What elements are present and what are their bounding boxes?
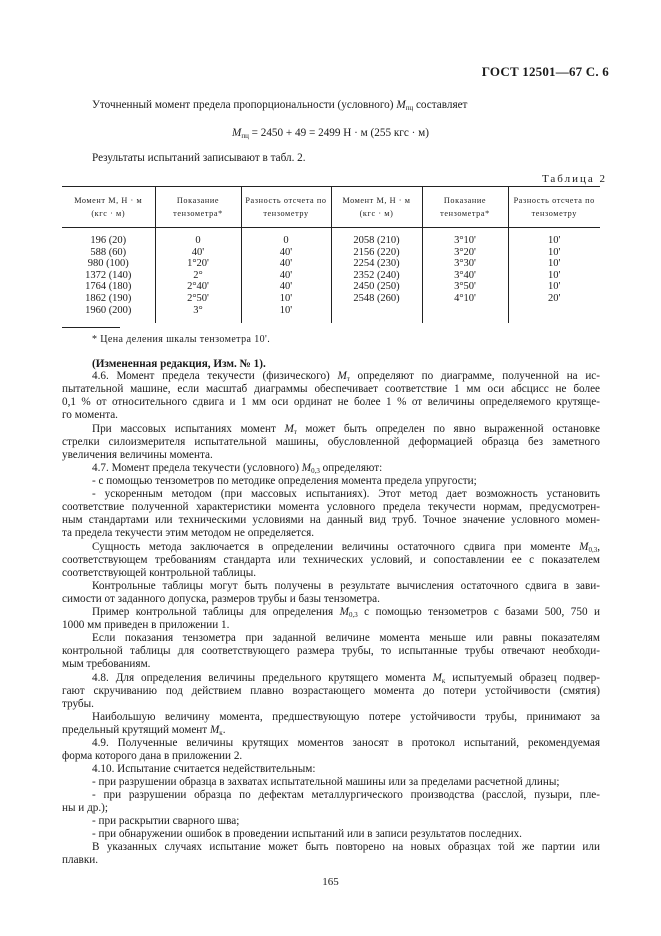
moment-symbol: M [396, 99, 406, 111]
paragraph-line: соответствующем требованиям стандарта или технических условий, и сопоставлении ее с показателем [62, 554, 600, 566]
table-cell [422, 305, 508, 324]
table-caption: Таблица 2 [541, 173, 607, 185]
symbol-letter: M [284, 423, 294, 435]
table-cell: 2058 (210) [331, 228, 422, 247]
symbol-subscript: т [293, 428, 297, 436]
table-cell: 0 [155, 228, 241, 247]
intro-text: Уточненный момент предела пропорциональности (условного) [92, 99, 394, 111]
text-run: определяют: [322, 462, 383, 474]
formula [0, 127, 661, 140]
table-cell: 3°50' [422, 281, 508, 293]
symbol-subscript: к [219, 729, 223, 737]
table-cell: 2352 (240) [331, 270, 422, 282]
table-cell: 3°30' [422, 258, 508, 270]
table-cell: 2254 (230) [331, 258, 422, 270]
table-cell: 40' [241, 281, 331, 293]
moment-symbol [340, 606, 358, 618]
table-cell: 10' [508, 258, 600, 270]
symbol-letter: M [432, 672, 442, 684]
paragraph-line: Наибольшую величину момента, предшествующую потере устойчивости трубы, принимают за [92, 711, 600, 723]
table-cell: 1°20' [155, 258, 241, 270]
formula-symbol: M [232, 127, 242, 139]
moment-subscript: пц [405, 104, 414, 112]
intro-line [92, 99, 600, 112]
paragraph-line: 4.9. Полученные величины крутящих моментов заносят в протокол испытаний, рекомендуемая [92, 737, 600, 749]
table-cell: 2450 (250) [331, 281, 422, 293]
paragraph-line [92, 423, 600, 436]
text-run: . [222, 724, 226, 736]
table-cell: 3° [155, 305, 241, 324]
paragraph-line: Если показания тензометра при заданной величине момента меньше или равны показателям [92, 632, 600, 644]
col-header-moment: Момент M, Н · м (кгс · м) [62, 187, 155, 228]
text-run: определяют по диаграмме, полученной на ис- [357, 370, 600, 382]
table-cell: 1764 (180) [85, 281, 132, 293]
results-table [62, 186, 600, 323]
table-cell: 2548 (260) [331, 293, 422, 305]
paragraph-line: симости от заданного допуска, размеров трубы и базы тензометра. [62, 593, 380, 605]
table-cell: 1862 (190) [85, 292, 132, 304]
symbol-letter: M [337, 370, 347, 382]
paragraph-line [92, 462, 600, 475]
text-run: , [597, 541, 600, 553]
table-cell: 2156 (220) [331, 247, 422, 259]
table-row [62, 293, 600, 305]
paragraph-line [62, 724, 600, 737]
paragraph-line [92, 672, 600, 685]
table-row [62, 281, 600, 293]
paragraph-line: контрольной таблицы для соответствующего размера трубы, то испытанные трубы отвечают необходи- [62, 645, 600, 657]
text-run: При массовых испытаниях момент [92, 423, 276, 435]
table-cell: 588 (60) [90, 246, 127, 258]
paragraph-line: гают скручиванию под действием плавно возрастающего момента до потери устойчивости (смятия) [62, 685, 600, 697]
list-item: - с помощью тензометров по методике определения момента предела упругости; [92, 475, 477, 487]
document-header: ГОСТ 12501—67 С. 6 [481, 64, 609, 79]
table-row [62, 270, 600, 282]
paragraph-line: та предела текучести этим методом не определяется. [62, 527, 315, 539]
symbol-subscript: 0,3 [311, 467, 320, 475]
formula-subscript: пц [241, 132, 249, 140]
amendment-note: (Измененная редакция, Изм. № 1). [92, 358, 266, 370]
paragraph-line [92, 370, 600, 383]
paragraph-line: соответствующей контрольной таблицы. [62, 567, 257, 579]
paragraph-line: форма которого дана в приложении 2. [62, 750, 243, 762]
table-cell: 10' [508, 247, 600, 259]
text-run: испытуемый образец подвер- [452, 672, 600, 684]
text-run: 4.8. Для определения величины предельного крутящего момента [92, 672, 426, 684]
table-cell: 2°40' [155, 281, 241, 293]
paragraph-line: 0,1 % от относительного сдвига и 1 мм оси ординат не более 1 % от величины определяемого крутяще- [62, 396, 600, 408]
moment-symbol [337, 370, 349, 382]
table-cell: 10' [241, 293, 331, 305]
text-run: может быть определен по явно выраженной остановке [305, 423, 600, 435]
table-cell: 40' [241, 270, 331, 282]
table-cell: 20' [508, 293, 600, 305]
symbol-letter: M [301, 462, 312, 474]
paragraph-line: ны и др.); [62, 802, 109, 814]
list-item: - ускоренным методом (при массовых испытаниях). Этот метод дает возможность установить [92, 488, 600, 500]
text-run: предельный крутящий момент [62, 724, 208, 736]
paragraph-line: Контрольные таблицы могут быть получены в результате вычисления остаточного сдвига в зави- [92, 580, 600, 592]
col-header-reading-2: Показание тензометра* [422, 187, 508, 228]
moment-symbol [284, 423, 296, 435]
table-header-row [62, 187, 600, 228]
table-cell: 980 (100) [87, 258, 129, 270]
table-cell: 3°20' [422, 247, 508, 259]
table-cell: 10' [508, 281, 600, 293]
table-cell: 40' [241, 258, 331, 270]
symbol-letter: M [209, 724, 220, 736]
paragraph-line: увеличения величины момента. [62, 449, 213, 461]
table-row [62, 305, 600, 324]
text-run: 4.6. Момент предела текучести (физического) [92, 370, 330, 382]
table-row [62, 258, 600, 270]
moment-symbol [433, 672, 446, 684]
table-cell [508, 305, 600, 324]
table-cell: 1372 (140) [85, 269, 132, 281]
paragraph-line: го момента. [62, 409, 118, 421]
list-item: - при обнаружении ошибок в проведении испытаний или в записи результатов последних. [92, 828, 522, 840]
symbol-subscript: к [441, 677, 446, 685]
paragraph-line: плавки. [62, 854, 99, 866]
table-cell: 10' [241, 305, 331, 324]
table-footnote: * Цена деления шкалы тензометра 10'. [92, 334, 271, 345]
table-cell: 10' [508, 228, 600, 247]
page-number: 165 [322, 876, 339, 888]
table-cell: 196 (20) [90, 235, 127, 246]
paragraph-line [92, 541, 600, 554]
results-sentence: Результаты испытаний записывают в табл. 2. [92, 152, 306, 164]
list-item: - при разрушении образца по дефектам металлургического производства (расслой, пузыри, пле- [92, 789, 600, 801]
intro-text-end: составляет [415, 99, 468, 111]
col-header-difference-2: Разность отсчета по тензометру [508, 187, 600, 228]
symbol-subscript: т [346, 375, 350, 383]
paragraph-line [92, 606, 600, 619]
table-cell: 40' [241, 247, 331, 259]
col-header-reading: Показание тензометра* [155, 187, 241, 228]
symbol-letter: M [579, 541, 589, 553]
list-item: - при разрушении образца в захватах испытательной машины или за пределами расчетной длины; [92, 776, 560, 788]
table-cell: 0 [241, 228, 331, 247]
paragraph-line: мым требованиям. [62, 658, 151, 670]
table-row [62, 228, 600, 247]
symbol-subscript: 0,3 [348, 611, 358, 619]
table-cell: 10' [508, 270, 600, 282]
col-header-difference: Разность отсчета по тензометру [241, 187, 331, 228]
col-header-moment-2: Момент M, Н · м (кгс · м) [331, 187, 422, 228]
table-cell: 2°50' [155, 293, 241, 305]
text-run: Пример контрольной таблицы для определения [92, 606, 334, 618]
text-run: с помощью тензометров с базами 500, 750 и [364, 606, 600, 618]
table-cell: 3°10' [422, 228, 508, 247]
paragraph-line: соответствие полученной характеристики момента условного предела текучести нормам, предусмотрен- [62, 501, 600, 513]
text-run: Сущность метода заключается в определении величины остаточного сдвига при моменте [92, 541, 571, 553]
paragraph-line: ным стандартами или техническими условиями на данный вид труб. Точное значение условного момен- [62, 514, 600, 526]
paragraph-line: 1000 мм приведен в приложении 1. [62, 619, 230, 631]
list-item: - при раскрытии сварного шва; [92, 815, 240, 827]
symbol-subscript: 0,3 [588, 546, 598, 554]
paragraph-line: трубы. [62, 698, 94, 710]
footnote-rule [62, 327, 120, 328]
table-row [62, 247, 600, 259]
paragraph-line: стрелки силоизмерителя испытательной машины, обусловленной деформацией образца без заметного [62, 436, 600, 448]
paragraph-line: 4.10. Испытание считается недействительным: [92, 763, 316, 775]
paragraph-line: В указанных случаях испытание может быть повторено на новых образцах той же партии или [92, 841, 600, 853]
table-cell: 40' [155, 247, 241, 259]
text-run: 4.7. Момент предела текучести (условного) [92, 462, 299, 474]
table-cell [331, 305, 422, 324]
table-cell: 2° [155, 270, 241, 282]
moment-symbol [579, 541, 600, 553]
formula-expression: = 2450 + 49 = 2499 Н · м (255 кгс · м) [251, 127, 429, 139]
table-cell: 3°40' [422, 270, 508, 282]
table-cell: 4°10' [422, 293, 508, 305]
table-cell: 1960 (200) [85, 304, 132, 316]
paragraph-line: пытательной машине, если масштаб диаграммы обеспечивает соответствие 1 мм оси абсцисс не более [62, 383, 600, 395]
symbol-letter: M [339, 606, 349, 618]
